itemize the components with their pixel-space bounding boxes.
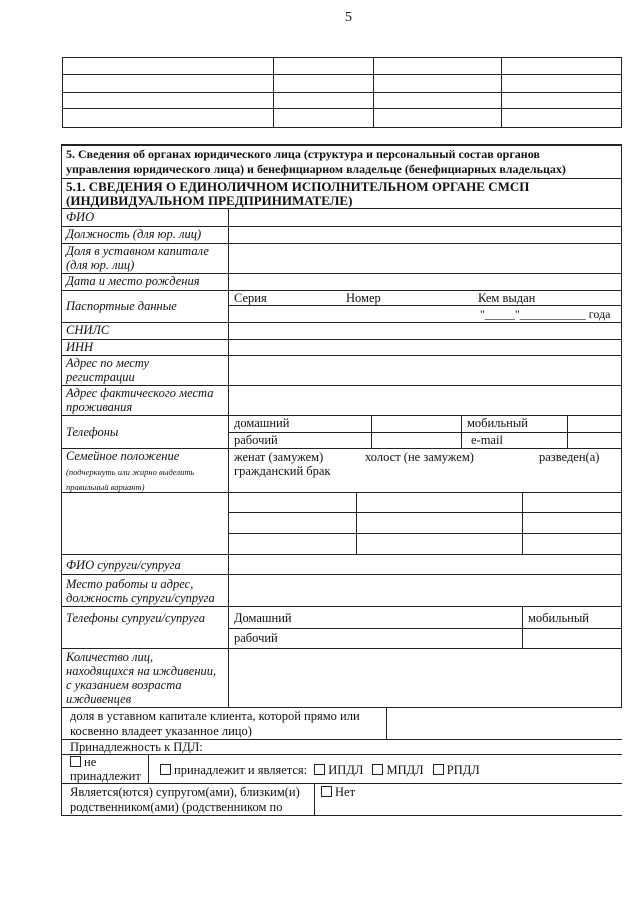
pdl-not-label-1: не (84, 755, 97, 769)
passport-number: Номер (346, 291, 381, 305)
label-spouse-work-1: Место работы и адрес, (66, 577, 194, 591)
marital-divorced[interactable]: разведен(а) (539, 450, 600, 464)
marital-civil[interactable]: гражданский брак (234, 464, 331, 478)
label-marital-1: Семейное положение (66, 449, 180, 463)
section51-title-1: 5.1. СВЕДЕНИЯ О ЕДИНОЛИЧНОМ ИСПОЛНИТЕЛЬНОМ ОРГАНЕ СМСП (66, 179, 530, 194)
ipdl-checkbox[interactable] (314, 764, 325, 775)
pdl-no-option[interactable] (321, 785, 355, 800)
passport-date-line: "_____"___________ года (480, 307, 611, 321)
share-client-line1: доля в уставном капитале клиента, которой прямо или (70, 709, 360, 723)
ipdl-label: ИПДЛ (328, 763, 364, 777)
label-spouse-fio: ФИО супруги/супруга (66, 558, 181, 572)
label-fact-addr-2: проживания (66, 400, 133, 414)
label-share-2: (для юр. лиц) (66, 258, 135, 272)
label-marital-2: (подчеркнуть или жирно выделить (66, 467, 195, 477)
label-snils: СНИЛС (66, 323, 110, 337)
label-marital-3: правильный вариант) (66, 482, 145, 492)
label-spouse-phones: Телефоны супруги/супруга (66, 611, 206, 625)
marital-married[interactable]: женат (замужем) (234, 450, 324, 464)
pdl-relative-1: Является(ются) супругом(ами), близким(и) (70, 785, 300, 799)
marital-single[interactable]: холост (не замужем) (365, 450, 474, 464)
phone-email-label: e-mail (471, 433, 503, 447)
spouse-phone-home: Домашний (234, 611, 292, 625)
mpdl-label: МПДЛ (386, 763, 424, 777)
spouse-phone-work: рабочий (234, 631, 278, 645)
pdl-no-label: Нет (335, 785, 356, 799)
label-phones: Телефоны (66, 425, 119, 439)
label-share-1: Доля в уставном капитале (66, 244, 209, 258)
label-reg-addr-2: регистрации (66, 370, 135, 384)
label-birth: Дата и место рождения (66, 274, 200, 288)
label-fio: ФИО (66, 210, 95, 224)
phone-mobile-label: мобильный (467, 416, 528, 430)
page-number: 5 (345, 10, 352, 25)
section5-title-2: управления юридического лица) и бенефициарном владельце (бенефициарных владельцах) (66, 162, 566, 176)
label-reg-addr-1: Адрес по месту (66, 356, 150, 370)
phone-work-label: рабочий (234, 433, 278, 447)
label-dependents-1: Количество лиц, (66, 650, 154, 664)
label-position: Должность (для юр. лиц) (66, 227, 202, 241)
phone-home-label: домашний (234, 416, 290, 430)
pdl-is-checkbox[interactable] (160, 764, 171, 775)
pdl-title: Принадлежность к ПДЛ: (70, 740, 203, 754)
passport-series: Серия (234, 291, 267, 305)
pdl-is-option[interactable] (160, 763, 480, 778)
pdl-relative-2: родственником(ами) (родственником по (70, 800, 283, 814)
section5-title-1: 5. Сведения об органах юридического лица (структура и персональный состав органов (66, 147, 540, 161)
label-spouse-work-2: должность супруги/супруга (66, 591, 215, 605)
pdl-is-label: принадлежит и является: (174, 763, 308, 777)
share-client-line2: косвенно владеет указанное лицо) (70, 724, 252, 738)
label-dependents-3: с указанием возраста (66, 678, 182, 692)
section51-title-2: (ИНДИВИДУАЛЬНОМ ПРЕДПРИНИМАТЕЛЕ) (66, 193, 353, 208)
label-dependents-2: находящихся на иждивении, (66, 664, 217, 678)
pdl-no-checkbox[interactable] (321, 786, 332, 797)
pdl-not-option[interactable] (70, 755, 96, 770)
rpdl-checkbox[interactable] (433, 764, 444, 775)
passport-issued-by: Кем выдан (478, 291, 536, 305)
label-dependents-4: иждивенцев (66, 692, 132, 706)
pdl-not-checkbox[interactable] (70, 756, 81, 767)
label-passport: Паспортные данные (66, 299, 177, 313)
pdl-not-label-2: принадлежит (70, 769, 141, 783)
spouse-phone-mobile: мобильный (528, 611, 589, 625)
rpdl-label: РПДЛ (446, 763, 480, 777)
mpdl-checkbox[interactable] (372, 764, 383, 775)
label-inn: ИНН (66, 340, 94, 354)
label-fact-addr-1: Адрес фактического места (66, 386, 214, 400)
